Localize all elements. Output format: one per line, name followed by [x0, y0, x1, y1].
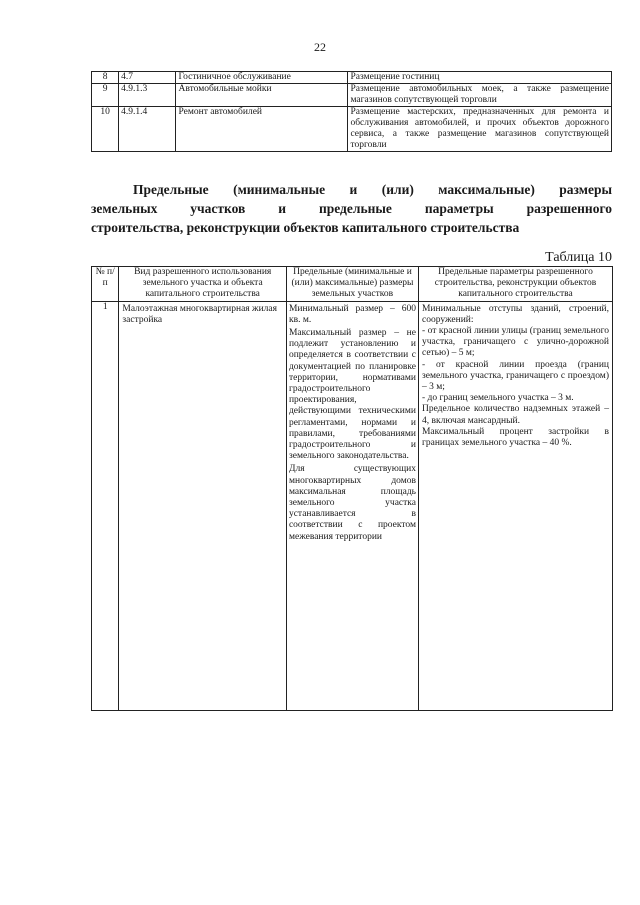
row-number: 8 — [92, 72, 119, 84]
table-row — [92, 107, 612, 152]
header-plot-sizes: Предельные (минимальные и (или) максимальные) размеры земельных участков — [286, 267, 418, 302]
header-number: № п/п — [92, 267, 119, 302]
parameters-table — [91, 266, 613, 711]
heading-line-3: строительства, реконструкции объектов капитального строительства — [91, 220, 520, 235]
page-number: 22 — [314, 40, 326, 54]
row-number: 10 — [92, 107, 119, 152]
header-construction-params: Предельные параметры разрешенного строительства, реконструкции объектов капитального строительства — [418, 267, 612, 302]
table-row — [92, 301, 613, 710]
use-description: Размещение гостиниц — [348, 72, 612, 84]
use-code: 4.9.1.3 — [119, 84, 176, 107]
existing-buildings-text: Для существующих многоквартирных домов максимальная площадь земельного участка устанавливается в соответствии с проектом межевания территории — [288, 464, 416, 542]
use-type: Малоэтажная многоквартирная жилая застройка — [119, 301, 287, 710]
row-number: 1 — [92, 301, 119, 710]
max-size-text: Максимальный размер – не подлежит установлению и определяется в соответствии с документацией по планировке территории, нормативами градостроительного проектирования, действующими техническими регламентами, нормами и правилами, требованиями градостроительного и земельного законодательства. — [288, 328, 416, 462]
table-row — [92, 72, 612, 84]
setback-street: - от красной линии улицы (границ земельного участка, граничащего с улично-дорожной сетью) – 5 м; — [421, 326, 609, 359]
setbacks-intro: Минимальные отступы зданий, строений, сооружений: — [421, 303, 609, 325]
max-floors: Предельное количество надземных этажей – 4, включая мансардный. — [421, 404, 609, 426]
use-name: Ремонт автомобилей — [176, 107, 348, 152]
row-number: 9 — [92, 84, 119, 107]
use-description: Размещение автомобильных моек, а также размещение магазинов сопутствующей торговли — [348, 84, 612, 107]
max-coverage: Максимальный процент застройки в границах земельного участка – 40 %. — [421, 426, 609, 449]
heading-line-2: земельных участков и предельные параметры разрешенного — [91, 201, 612, 216]
use-code: 4.9.1.4 — [119, 107, 176, 152]
use-name: Гостиничное обслуживание — [176, 72, 348, 84]
section-heading — [91, 180, 612, 237]
heading-line-1: Предельные (минимальные и (или) максимальные) размеры — [133, 182, 612, 197]
setback-driveway: - от красной линии проезда (границ земельного участка, граничащего с проездом) – 3 м; — [421, 359, 609, 393]
use-code: 4.7 — [119, 72, 176, 84]
construction-params — [418, 301, 612, 710]
setback-plot-border: - до границ земельного участка – 3 м. — [421, 393, 574, 404]
permitted-use-table — [91, 71, 612, 152]
table-caption: Таблица 10 — [545, 250, 612, 265]
min-size-text: Минимальный размер – 600 кв. м. — [288, 303, 416, 325]
plot-sizes — [286, 301, 418, 710]
table-header-row — [92, 267, 613, 302]
use-description: Размещение мастерских, предназначенных для ремонта и обслуживания автомобилей, и прочих объектов дорожного сервиса, а также размещение магазинов сопутствующей торговли — [348, 107, 612, 152]
table-row — [92, 84, 612, 107]
header-use-type: Вид разрешенного использования земельного участка и объекта капитального строительства — [119, 267, 287, 302]
use-name: Автомобильные мойки — [176, 84, 348, 107]
